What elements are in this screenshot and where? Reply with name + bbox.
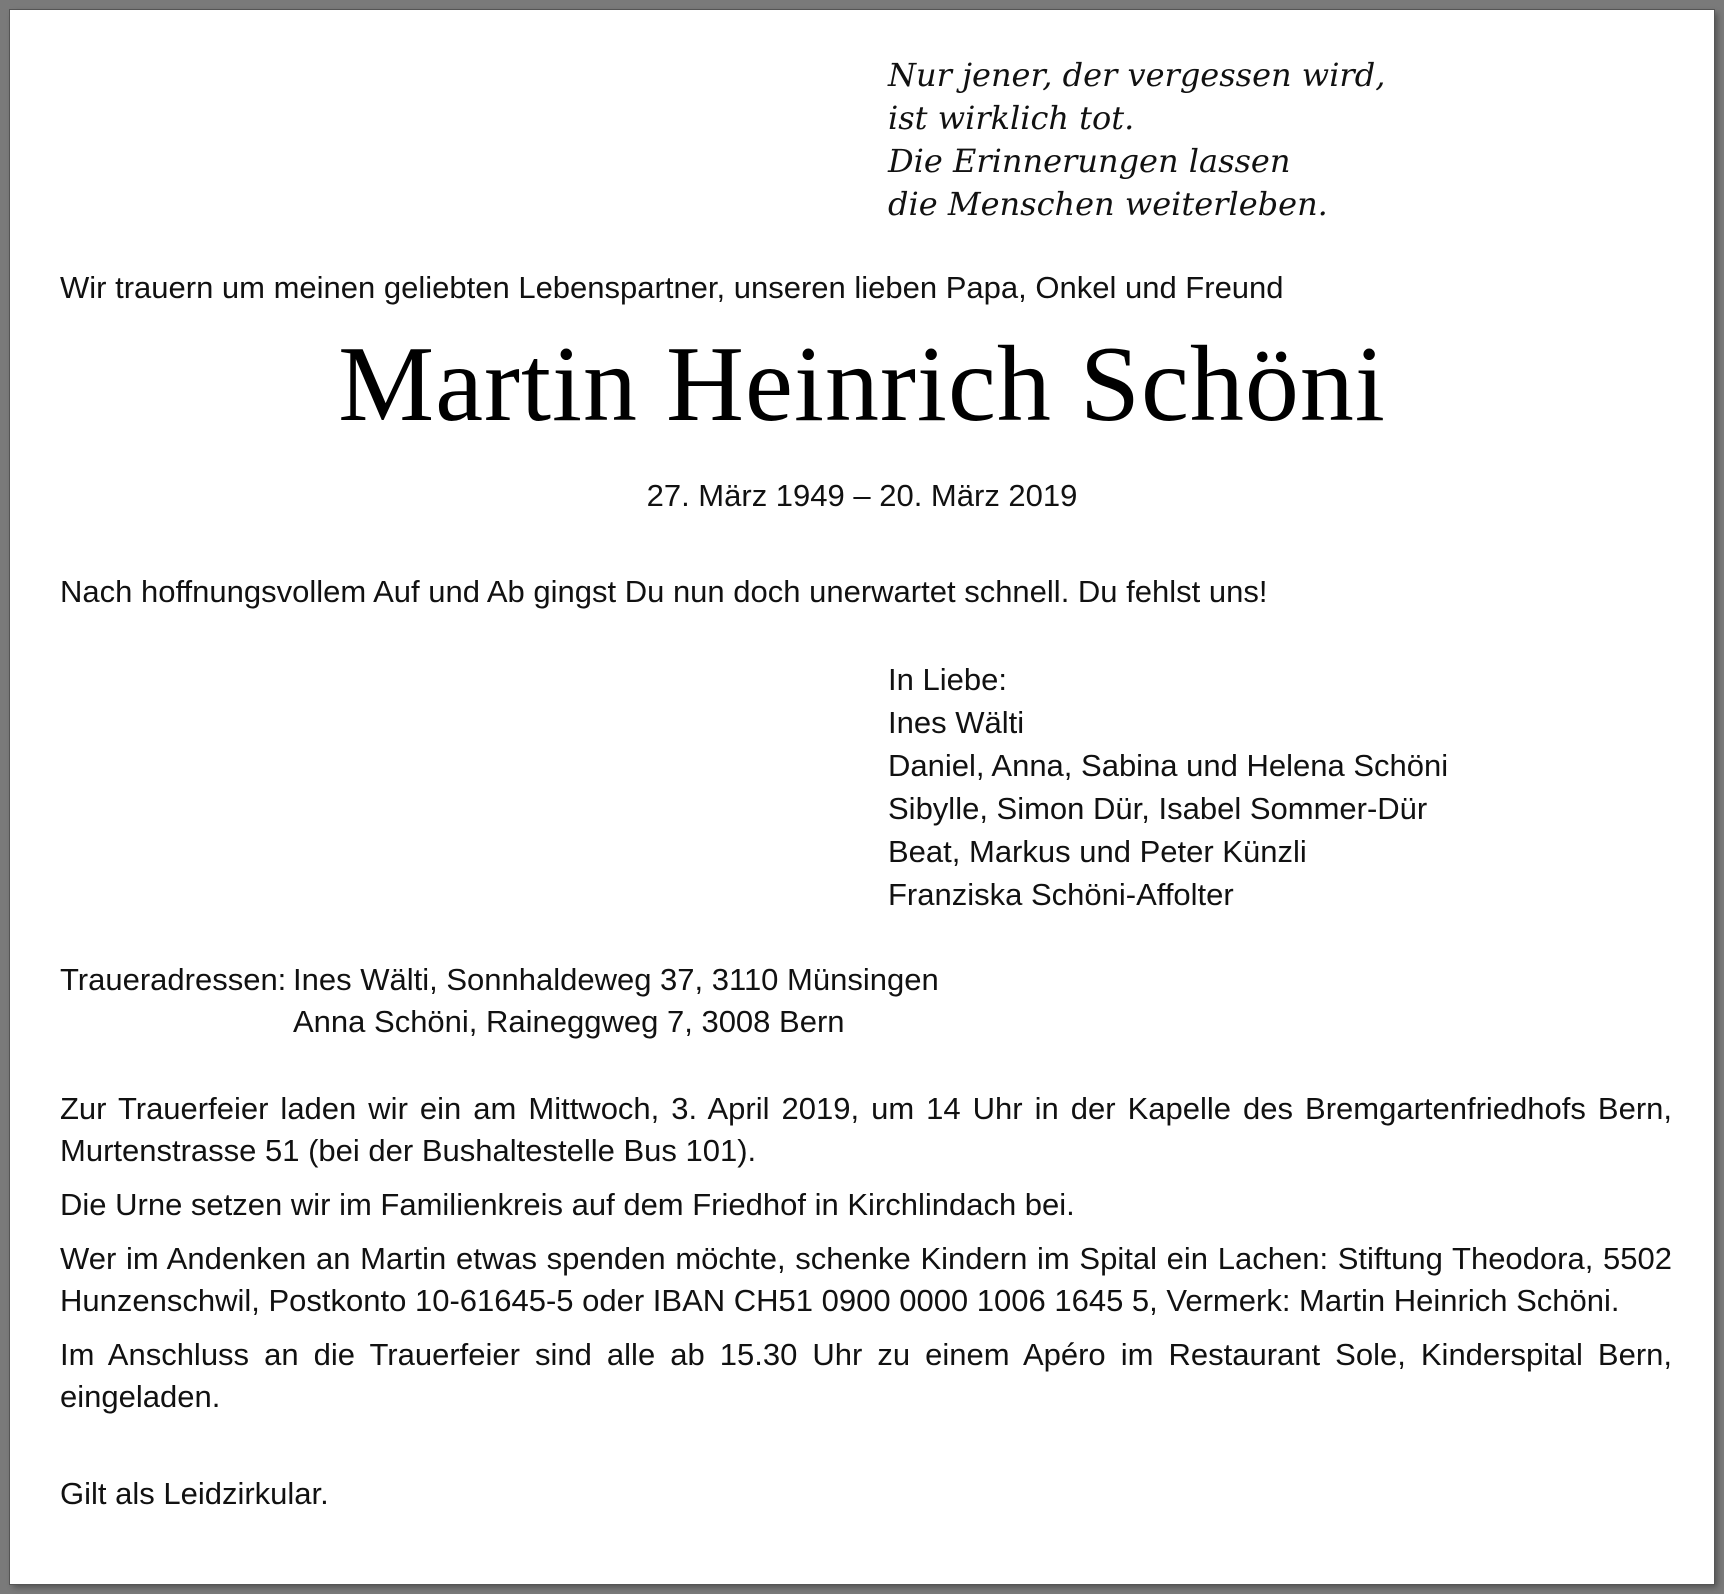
motto-line: ist wirklich tot. [888,99,1135,137]
obituary-page [10,10,1714,1584]
motto-line: die Menschen weiterleben. [888,185,1328,223]
signatory-name: Beat, Markus und Peter Künzli [888,834,1307,869]
urn-paragraph: Die Urne setzen wir im Familienkreis auf dem Friedhof in Kirchlindach bei. [60,1187,1075,1222]
apero-paragraph: Im Anschluss an die Trauerfeier sind alle ab 15.30 Uhr zu einem Apéro im Restaurant Sole, Kinderspital Bern, eingeladen. [60,1337,1672,1414]
signatories-block [888,658,1448,916]
address-row [60,1001,939,1043]
closing-note: Gilt als Leidzirkular. [60,1476,329,1511]
life-dates: 27. März 1949 – 20. März 2019 [646,478,1078,513]
intro-text: Wir trauern um meinen geliebten Lebenspartner, unseren lieben Papa, Onkel und Freund [60,270,1284,305]
motto-line: Die Erinnerungen lassen [888,142,1291,180]
address-line: Ines Wälti, Sonnhaldeweg 37, 3110 Münsingen [293,962,939,997]
motto-quote [888,54,1385,226]
signatory-name: Ines Wälti [888,705,1025,740]
signatory-name: Sibylle, Simon Dür, Isabel Sommer-Dür [888,791,1428,826]
ceremony-paragraph: Zur Trauerfeier laden wir ein am Mittwoch, 3. April 2019, um 14 Uhr in der Kapelle des Bremgartenfriedhofs Bern, Murtenstrasse 51 (bei der Bushaltestelle Bus 101). [60,1091,1672,1168]
signatory-name: Franziska Schöni-Affolter [888,877,1234,912]
address-line: Anna Schöni, Raineggweg 7, 3008 Bern [293,1004,845,1039]
ceremony-details [60,1088,1672,1430]
signatory-name: Daniel, Anna, Sabina und Helena Schöni [888,748,1449,783]
motto-line: Nur jener, der vergessen wird, [888,56,1386,94]
address-row [60,959,939,1001]
donation-paragraph: Wer im Andenken an Martin etwas spenden möchte, schenke Kindern im Spital ein Lachen: Stiftung Theodora, 5502 Hunzenschwil, Postkonto 10-61645-5 oder IBAN CH51 0900 0000 1006 1645 5, Vermerk: Martin Heinrich Schöni. [60,1241,1672,1318]
mourning-addresses [60,959,939,1043]
deceased-name: Martin Heinrich Schöni [338,325,1386,444]
signatories-heading: In Liebe: [888,662,1007,697]
tribute-text: Nach hoffnungsvollem Auf und Ab gingst Du nun doch unerwartet schnell. Du fehlst uns! [60,574,1268,609]
addresses-label: Traueradressen: [60,962,287,997]
